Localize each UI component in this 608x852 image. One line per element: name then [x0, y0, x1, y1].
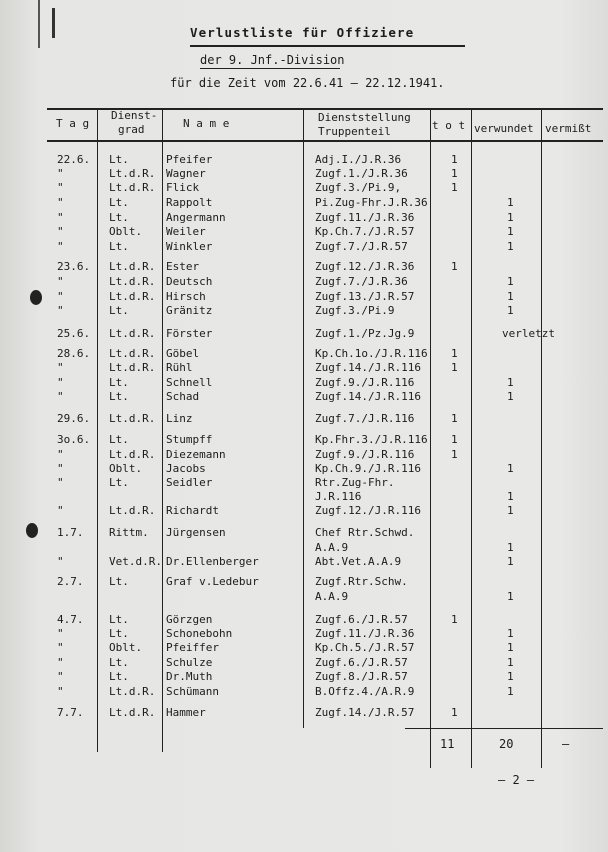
cell-name: Richardt: [166, 504, 219, 517]
cell-tag: ": [57, 167, 64, 180]
cell-name: Schnell: [166, 376, 213, 389]
cell-tag: ": [57, 211, 64, 224]
cell-verwundet: 1: [507, 490, 514, 503]
col-header-tot: t o t: [432, 119, 466, 132]
cell-dienststellung: Chef Rtr.Schwd.: [315, 526, 415, 539]
cell-tag: ": [57, 361, 64, 374]
cell-tot: 1: [451, 613, 458, 626]
cell-name: Rühl: [166, 361, 193, 374]
cell-dienststellung: Zugf.1./Pz.Jg.9: [315, 327, 415, 340]
cell-dienststellung: Kp.Ch.7./J.R.57: [315, 225, 415, 238]
cell-verwundet: 1: [507, 462, 514, 475]
cell-tot: 1: [451, 361, 458, 374]
cell-dienststellung: Zugf.13./J.R.57: [315, 290, 415, 303]
cell-grad: Lt.d.R.: [109, 706, 156, 719]
cell-name: Jacobs: [166, 462, 206, 475]
cell-grad: Lt.d.R.: [109, 327, 156, 340]
cell-grad: Oblt.: [109, 641, 143, 654]
cell-verwundet: 1: [507, 590, 514, 603]
cell-dienststellung: Adj.I./J.R.36: [315, 153, 402, 166]
cell-name: Göbel: [166, 347, 200, 360]
cell-name: Jürgensen: [166, 526, 226, 539]
column-divider: [97, 108, 98, 752]
cell-grad: Lt.: [109, 153, 129, 166]
cell-grad: Lt.d.R.: [109, 361, 156, 374]
cell-grad: Lt.: [109, 196, 129, 209]
cell-name: Schulze: [166, 656, 213, 669]
cell-tag: 22.6.: [57, 153, 91, 166]
cell-name: Diezemann: [166, 448, 226, 461]
cell-tag: ": [57, 504, 64, 517]
cell-verwundet: 1: [507, 376, 514, 389]
cell-verwundet: 1: [507, 670, 514, 683]
cell-tag: ": [57, 462, 64, 475]
cell-name: Pfeifer: [166, 153, 213, 166]
cell-tag: ": [57, 641, 64, 654]
total-verwundet: 20: [499, 737, 514, 751]
cell-grad: Lt.d.R.: [109, 260, 156, 273]
cell-verwundet: verletzt: [502, 327, 555, 340]
column-divider: [303, 108, 304, 728]
cell-tot: 1: [451, 412, 458, 425]
cell-tag: 4.7.: [57, 613, 84, 626]
col-header-truppenteil: Truppenteil: [318, 125, 391, 138]
cell-grad: Lt.: [109, 390, 129, 403]
document-title: Verlustliste für Offiziere: [190, 25, 415, 40]
cell-tag: ": [57, 275, 64, 288]
cell-verwundet: 1: [507, 211, 514, 224]
cell-name: Graf v.Ledebur: [166, 575, 259, 588]
cell-dienststellung: Zugf.8./J.R.57: [315, 670, 408, 683]
cell-tag: ": [57, 656, 64, 669]
cell-dienststellung: Kp.Fhr.3./J.R.116: [315, 433, 428, 446]
cell-tag: ": [57, 627, 64, 640]
cell-grad: Lt.d.R.: [109, 448, 156, 461]
cell-dienststellung: Zugf.14./J.R.116: [315, 361, 421, 374]
cell-dienststellung: Zugf.14./J.R.57: [315, 706, 415, 719]
cell-verwundet: 1: [507, 290, 514, 303]
cell-tag: 1.7.: [57, 526, 84, 539]
cell-dienststellung: Zugf.7./J.R.57: [315, 240, 408, 253]
cell-verwundet: 1: [507, 240, 514, 253]
cell-name: Hammer: [166, 706, 206, 719]
cell-tag: ": [57, 290, 64, 303]
cell-grad: Lt.d.R.: [109, 504, 156, 517]
cell-dienststellung: Zugf.3./Pi.9: [315, 304, 395, 317]
cell-tag: 2.7.: [57, 575, 84, 588]
cell-name: Förster: [166, 327, 213, 340]
cell-dienststellung: Abt.Vet.A.A.9: [315, 555, 402, 568]
edge-mark: [52, 8, 55, 38]
cell-name: Winkler: [166, 240, 213, 253]
cell-grad: Lt.d.R.: [109, 275, 156, 288]
cell-grad: Lt.: [109, 670, 129, 683]
cell-grad: Lt.: [109, 240, 129, 253]
cell-name: Gränitz: [166, 304, 213, 317]
column-divider: [162, 108, 163, 752]
cell-tag: 25.6.: [57, 327, 91, 340]
cell-grad: Lt.: [109, 304, 129, 317]
table-header-rule: [47, 140, 603, 142]
cell-name: Schad: [166, 390, 200, 403]
cell-name: Pfeiffer: [166, 641, 219, 654]
title-underline: [190, 45, 465, 47]
col-header-tag: T a g: [56, 117, 90, 130]
cell-name: Linz: [166, 412, 193, 425]
cell-verwundet: 1: [507, 641, 514, 654]
cell-verwundet: 1: [507, 225, 514, 238]
column-divider: [430, 108, 431, 768]
division-subtitle: der 9. Jnf.-Division: [200, 53, 345, 67]
cell-name: Dr.Muth: [166, 670, 213, 683]
col-header-grad: grad: [118, 123, 145, 136]
edge-mark: [38, 0, 40, 48]
cell-name: Schümann: [166, 685, 219, 698]
cell-dienststellung: Zugf.7./J.R.116: [315, 412, 415, 425]
cell-verwundet: 1: [507, 555, 514, 568]
cell-verwundet: 1: [507, 685, 514, 698]
cell-verwundet: 1: [507, 627, 514, 640]
cell-name: Wagner: [166, 167, 206, 180]
cell-dienststellung: Zugf.3./Pi.9,: [315, 181, 402, 194]
cell-dienststellung: Rtr.Zug-Fhr.: [315, 476, 395, 489]
cell-dienststellung: Kp.Ch.1o./J.R.116: [315, 347, 428, 360]
cell-tag: ": [57, 181, 64, 194]
cell-tot: 1: [451, 347, 458, 360]
cell-grad: Lt.d.R.: [109, 167, 156, 180]
cell-dienststellung: Zugf.6./J.R.57: [315, 656, 408, 669]
page-number: – 2 –: [498, 773, 535, 787]
cell-grad: Lt.: [109, 613, 129, 626]
cell-dienststellung: Zugf.14./J.R.116: [315, 390, 421, 403]
cell-grad: Lt.d.R.: [109, 685, 156, 698]
cell-grad: Oblt.: [109, 225, 143, 238]
cell-tot: 1: [451, 706, 458, 719]
col-header-vermisst: vermißt: [545, 122, 592, 135]
cell-tag: 23.6.: [57, 260, 91, 273]
cell-tag: ": [57, 476, 64, 489]
cell-name: Hirsch: [166, 290, 206, 303]
cell-dienststellung: Zugf.6./J.R.57: [315, 613, 408, 626]
cell-dienststellung: Zugf.12./J.R.36: [315, 260, 415, 273]
cell-grad: Lt.d.R.: [109, 181, 156, 194]
cell-dienststellung: Zugf.1./J.R.36: [315, 167, 408, 180]
cell-tag: ": [57, 240, 64, 253]
cell-grad: Lt.d.R.: [109, 290, 156, 303]
cell-tag: ": [57, 376, 64, 389]
cell-grad: Lt.: [109, 433, 129, 446]
cell-dienststellung: Zugf.11./J.R.36: [315, 211, 415, 224]
cell-dienststellung: J.R.116: [315, 490, 362, 503]
cell-tag: ": [57, 685, 64, 698]
col-header-grad: Dienst-: [111, 109, 158, 122]
cell-name: Seidler: [166, 476, 213, 489]
cell-tag: ": [57, 448, 64, 461]
cell-grad: Lt.d.R.: [109, 347, 156, 360]
punch-hole: [30, 290, 42, 305]
total-tot: 11: [440, 737, 455, 751]
cell-verwundet: 1: [507, 304, 514, 317]
cell-verwundet: 1: [507, 196, 514, 209]
cell-dienststellung: A.A.9: [315, 590, 349, 603]
cell-dienststellung: A.A.9: [315, 541, 349, 554]
cell-grad: Lt.: [109, 211, 129, 224]
col-header-verwundet: verwundet: [474, 122, 534, 135]
punch-hole: [26, 523, 38, 538]
cell-tag: 7.7.: [57, 706, 84, 719]
cell-tot: 1: [451, 433, 458, 446]
col-header-name: N a m e: [183, 117, 230, 130]
cell-grad: Rittm.: [109, 526, 149, 539]
cell-tag: 3o.6.: [57, 433, 91, 446]
cell-grad: Lt.: [109, 476, 129, 489]
column-divider: [471, 108, 472, 768]
cell-tot: 1: [451, 181, 458, 194]
subtitle-underline: [200, 68, 340, 69]
totals-rule: [405, 728, 603, 729]
cell-tot: 1: [451, 448, 458, 461]
cell-tot: 1: [451, 167, 458, 180]
cell-verwundet: 1: [507, 390, 514, 403]
cell-dienststellung: Zugf.9./J.R.116: [315, 448, 415, 461]
cell-dienststellung: Zugf.7./J.R.36: [315, 275, 408, 288]
cell-verwundet: 1: [507, 541, 514, 554]
cell-dienststellung: Pi.Zug-Fhr.J.R.36: [315, 196, 428, 209]
cell-dienststellung: Kp.Ch.9./J.R.116: [315, 462, 421, 475]
cell-verwundet: 1: [507, 275, 514, 288]
cell-dienststellung: Zugf.9./J.R.116: [315, 376, 415, 389]
cell-tag: ": [57, 390, 64, 403]
cell-name: Görzgen: [166, 613, 213, 626]
cell-grad: Lt.: [109, 575, 129, 588]
cell-name: Stumpff: [166, 433, 213, 446]
cell-tag: ": [57, 304, 64, 317]
cell-tot: 1: [451, 153, 458, 166]
cell-dienststellung: B.Offz.4./A.R.9: [315, 685, 415, 698]
cell-name: Angermann: [166, 211, 226, 224]
cell-name: Ester: [166, 260, 200, 273]
cell-dienststellung: Zugf.Rtr.Schw.: [315, 575, 408, 588]
cell-grad: Lt.d.R.: [109, 412, 156, 425]
cell-grad: Oblt.: [109, 462, 143, 475]
cell-tag: ": [57, 196, 64, 209]
cell-name: Schonebohn: [166, 627, 233, 640]
cell-name: Rappolt: [166, 196, 213, 209]
period-line: für die Zeit vom 22.6.41 – 22.12.1941.: [170, 76, 445, 90]
cell-grad: Lt.: [109, 656, 129, 669]
cell-grad: Lt.: [109, 627, 129, 640]
cell-grad: Lt.: [109, 376, 129, 389]
cell-tag: ": [57, 225, 64, 238]
cell-name: Weiler: [166, 225, 206, 238]
cell-tot: 1: [451, 260, 458, 273]
cell-tag: 29.6.: [57, 412, 91, 425]
column-divider: [541, 108, 542, 768]
cell-grad: Vet.d.R.: [109, 555, 162, 568]
cell-dienststellung: Zugf.12./J.R.116: [315, 504, 421, 517]
cell-verwundet: 1: [507, 656, 514, 669]
cell-dienststellung: Zugf.11./J.R.36: [315, 627, 415, 640]
cell-tag: ": [57, 670, 64, 683]
cell-name: Dr.Ellenberger: [166, 555, 259, 568]
cell-name: Deutsch: [166, 275, 213, 288]
col-header-dienststellung: Dienststellung: [318, 111, 411, 124]
cell-verwundet: 1: [507, 504, 514, 517]
cell-tag: 28.6.: [57, 347, 91, 360]
total-vermisst: –: [562, 737, 570, 751]
cell-name: Flick: [166, 181, 200, 194]
cell-tag: ": [57, 555, 64, 568]
cell-dienststellung: Kp.Ch.5./J.R.57: [315, 641, 415, 654]
